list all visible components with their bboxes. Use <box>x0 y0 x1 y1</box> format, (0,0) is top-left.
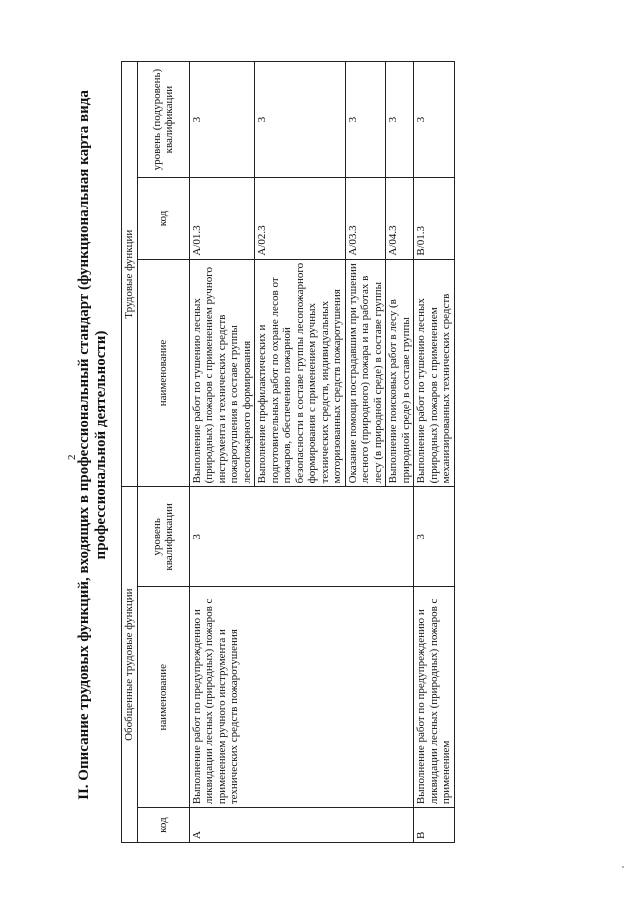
function-name: Оказание помощи пострадавшим при тушении лесного (природного) пожара и на работах в лесу (в природной среде) в составе группы <box>345 259 386 487</box>
function-name: Выполнение работ по тушению лесных (природных) пожаров с применением ручного инструмента и технических средств пожаротушения в составе группы лесопожарного формирования <box>189 259 255 487</box>
generalized-level: 3 <box>189 487 414 587</box>
header-labor-functions: Трудовые функции <box>122 62 138 487</box>
function-level: 3 <box>255 62 346 178</box>
generalized-name: Выполнение работ по предупреждению и ликвидации лесных (природных) пожаров с применением ручного инструмента и технических средств пожаротушения <box>189 587 414 808</box>
function-name: Выполнение профилактических и подготовительных работ по охране лесов от пожаров, обеспечению пожарной безопасности в составе группы лесопожарного формирования с применением ручных технических средств, индивидуальных моторизованных средств пожаротушения <box>255 259 346 487</box>
table-row <box>189 62 255 843</box>
function-code: A/03.3 <box>345 178 386 259</box>
generalized-name: Выполнение работ по предупреждению и ликвидации лесных (природных) пожаров с применением <box>414 587 455 808</box>
function-code: A/02.3 <box>255 178 346 259</box>
section-title: II. Описание трудовых функций, входящих в профессиональный стандарт (функциональная карта вида профессиональной деятельности) <box>76 90 109 800</box>
function-code: B/01.3 <box>414 178 455 259</box>
scan-speck <box>622 866 624 868</box>
page-number: 2 <box>66 454 78 460</box>
functional-map-table <box>121 61 455 843</box>
function-level: 3 <box>414 62 455 178</box>
table-row <box>414 62 455 843</box>
generalized-level: 3 <box>414 487 455 587</box>
header-row-columns <box>137 62 189 843</box>
function-level: 3 <box>345 62 386 178</box>
function-name: Выполнение поисковых работ в лесу (в природной среде) в составе группы <box>386 259 414 487</box>
function-level: 3 <box>386 62 414 178</box>
header-name: наименование <box>137 587 189 808</box>
header-generalized-functions: Обобщенные трудовые функции <box>122 487 138 843</box>
header-function-name: наименование <box>137 259 189 487</box>
function-level: 3 <box>189 62 255 178</box>
header-function-level: уровень (подуровень) квалификации <box>137 62 189 178</box>
header-function-code: код <box>137 178 189 259</box>
generalized-code: В <box>414 808 455 843</box>
function-code: A/01.3 <box>189 178 255 259</box>
function-name: Выполнение работ по тушению лесных (природных) пожаров с применением механизированных технических средств <box>414 259 455 487</box>
generalized-code: А <box>189 808 414 843</box>
header-code: код <box>137 808 189 843</box>
function-code: A/04.3 <box>386 178 414 259</box>
header-row-groups <box>122 62 138 843</box>
header-level: уровень квалификации <box>137 487 189 587</box>
